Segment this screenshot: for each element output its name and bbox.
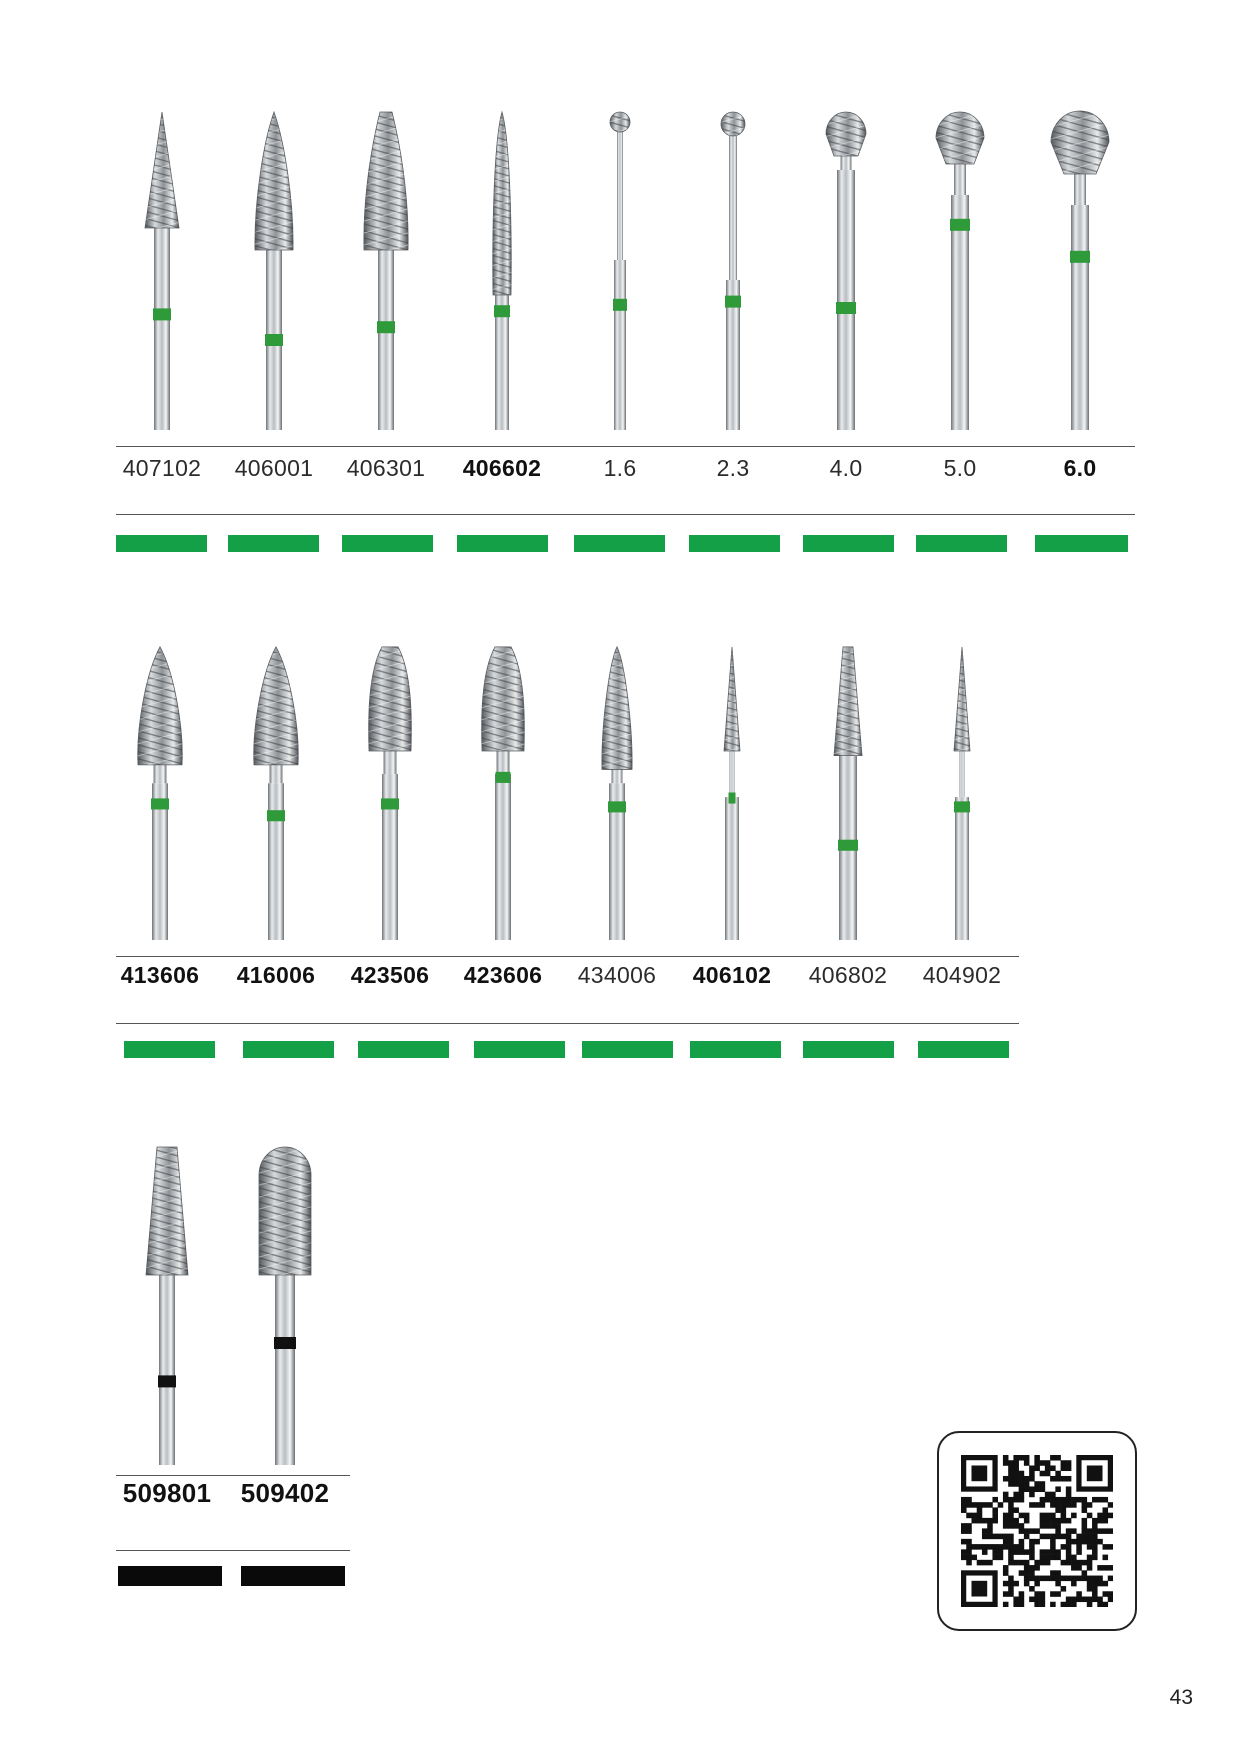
product-code: 2.3 [716, 455, 750, 481]
divider-bottom-row-1 [116, 514, 1135, 515]
divider-top-row-2 [116, 956, 1019, 957]
bur-image [458, 645, 548, 945]
bur-drawing [1035, 110, 1125, 430]
bur-drawing [457, 110, 547, 430]
product-code: 406301 [346, 455, 426, 481]
bur-image [1035, 110, 1125, 435]
bur-drawing [122, 1145, 212, 1465]
bur-image [341, 110, 431, 435]
bur-drawing [117, 110, 207, 430]
color-band-marker [690, 1041, 781, 1058]
bur-image [115, 645, 205, 945]
color-band-marker [124, 1041, 215, 1058]
qr-code-frame[interactable] [937, 1431, 1137, 1631]
product-code: 406802 [808, 962, 888, 988]
product-code: 404902 [922, 962, 1002, 988]
color-band-marker [474, 1041, 565, 1058]
color-band-marker [358, 1041, 449, 1058]
bur-image [229, 110, 319, 435]
bur-image [803, 645, 893, 945]
bur-drawing [341, 110, 431, 430]
color-band-marker [582, 1041, 673, 1058]
bur-drawing [115, 645, 205, 940]
bur-image [345, 645, 435, 945]
bur-drawing [345, 645, 435, 940]
product-code: 434006 [577, 962, 657, 988]
product-code: 416006 [236, 962, 316, 988]
color-band-marker [803, 1041, 894, 1058]
bur-drawing [917, 645, 1007, 940]
color-band-marker [916, 535, 1007, 552]
bur-drawing [688, 110, 778, 430]
bur-drawing [572, 645, 662, 940]
bur-drawing [231, 645, 321, 940]
bur-drawing [240, 1145, 330, 1465]
product-code: 406602 [462, 455, 542, 481]
bur-image [575, 110, 665, 435]
bur-image [457, 110, 547, 435]
color-band-marker [228, 535, 319, 552]
bur-image [122, 1145, 212, 1470]
divider-bottom-row-3 [116, 1550, 350, 1551]
bur-images-row-2 [0, 645, 1241, 940]
product-code: 1.6 [603, 455, 637, 481]
divider-bottom-row-2 [116, 1023, 1019, 1024]
color-band-marker [241, 1566, 345, 1586]
divider-top-row-3 [116, 1475, 350, 1476]
color-band-marker [1035, 535, 1128, 552]
product-code: 413606 [120, 962, 200, 988]
bur-drawing [801, 110, 891, 430]
bur-image [688, 110, 778, 435]
bur-image [231, 645, 321, 945]
color-band-marker [243, 1041, 334, 1058]
bur-image [917, 645, 1007, 945]
bur-image [915, 110, 1005, 435]
bur-drawing [915, 110, 1005, 430]
divider-top-row-1 [116, 446, 1135, 447]
product-code: 423506 [350, 962, 430, 988]
product-code: 4.0 [829, 455, 863, 481]
product-code: 509402 [240, 1478, 330, 1508]
color-band-marker [918, 1041, 1009, 1058]
product-code: 406001 [234, 455, 314, 481]
qr-code-icon [961, 1455, 1113, 1607]
bur-drawing [803, 645, 893, 940]
page-number: 43 [1169, 1686, 1193, 1709]
bur-drawing [229, 110, 319, 430]
bur-image [687, 645, 777, 945]
bur-drawing [575, 110, 665, 430]
bur-drawing [687, 645, 777, 940]
color-band-marker [457, 535, 548, 552]
bur-image [801, 110, 891, 435]
color-band-marker [689, 535, 780, 552]
bur-image [117, 110, 207, 435]
product-code: 407102 [122, 455, 202, 481]
product-code: 423606 [463, 962, 543, 988]
color-band-marker [116, 535, 207, 552]
bur-image [240, 1145, 330, 1470]
color-band-marker [118, 1566, 222, 1586]
product-code: 5.0 [943, 455, 977, 481]
product-code: 6.0 [1063, 455, 1097, 481]
product-code: 509801 [122, 1478, 212, 1508]
bur-image [572, 645, 662, 945]
color-band-marker [574, 535, 665, 552]
bur-images-row-1 [0, 110, 1241, 430]
color-band-marker [803, 535, 894, 552]
bur-drawing [458, 645, 548, 940]
product-code: 406102 [692, 962, 772, 988]
bur-images-row-3 [0, 1145, 400, 1460]
color-band-marker [342, 535, 433, 552]
